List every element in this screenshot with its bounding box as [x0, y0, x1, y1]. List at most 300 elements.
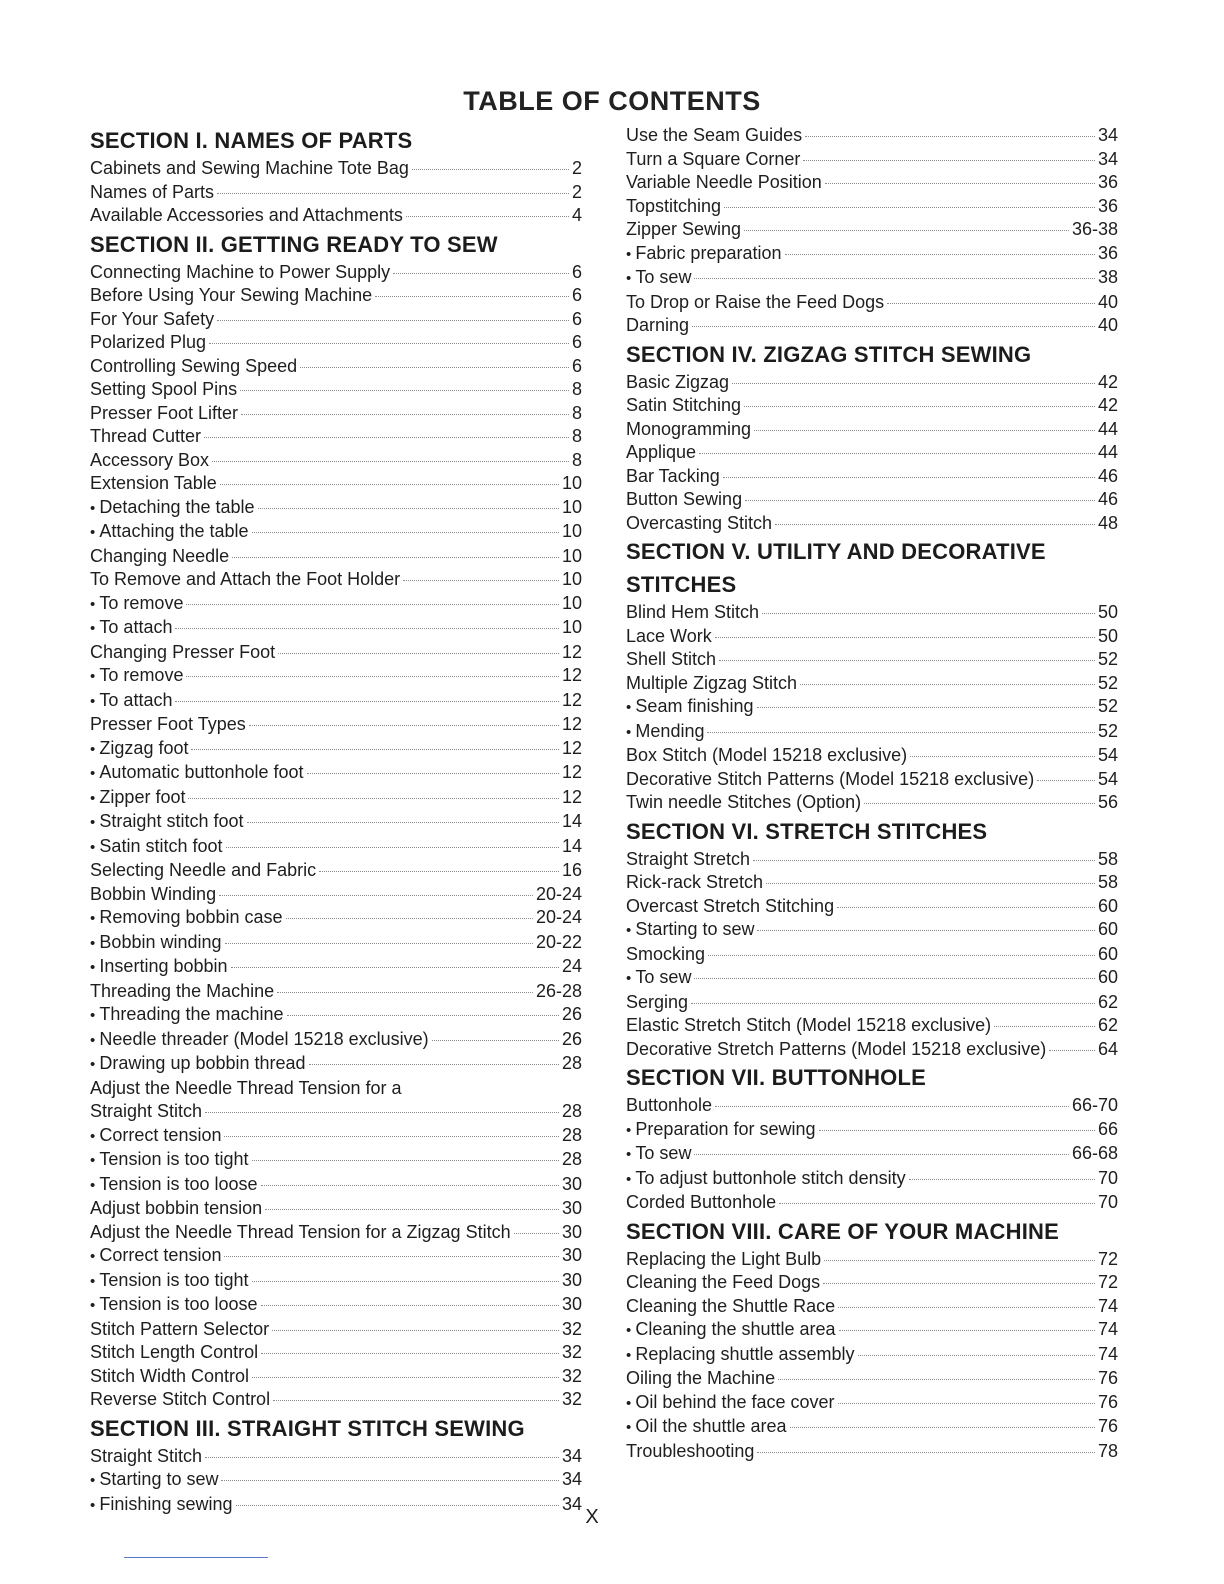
toc-subentry[interactable] [90, 786, 582, 811]
entry-label: Box Stitch (Model 15218 exclusive) [626, 745, 908, 765]
dot-leader [691, 1003, 1095, 1004]
toc-entry[interactable] [90, 402, 582, 426]
dot-leader [231, 967, 559, 968]
dot-leader [785, 254, 1095, 255]
entry-page-number: 34 [1097, 148, 1118, 169]
entry-page-number: 62 [1097, 1015, 1118, 1035]
entry-label: Changing Presser Foot [90, 641, 276, 662]
entry-label: Topstitching [626, 195, 722, 216]
entry-page-number: 12 [561, 714, 582, 734]
entry-page-number: 32 [561, 1342, 582, 1362]
entry-page-number: 12 [561, 689, 582, 710]
section-heading: SECTION III. STRAIGHT STITCH SEWING [90, 1415, 525, 1441]
entry-label: Darning [626, 315, 690, 335]
entry-page-number: 30 [561, 1294, 582, 1314]
toc-entry[interactable] [626, 418, 1118, 442]
entry-label: For Your Safety [90, 308, 215, 329]
toc-subentry[interactable] [626, 1142, 1118, 1167]
entry-page-number: 6 [571, 261, 582, 282]
dot-leader [393, 273, 569, 274]
toc-entry[interactable] [90, 1077, 582, 1101]
dot-leader [406, 216, 569, 217]
toc-entry[interactable] [90, 472, 582, 496]
dot-leader [757, 707, 1095, 708]
toc-subentry[interactable] [90, 835, 582, 860]
toc-entry[interactable] [626, 625, 1118, 649]
dot-leader [432, 1040, 559, 1041]
toc-entry[interactable] [626, 1271, 1118, 1295]
entry-label: Straight Stitch [90, 1101, 203, 1121]
toc-entry[interactable] [626, 672, 1118, 696]
dot-leader [994, 1026, 1095, 1027]
entry-page-number: 42 [1097, 395, 1118, 415]
toc-entry[interactable] [626, 1191, 1118, 1215]
toc-subentry[interactable] [90, 1003, 582, 1028]
dot-leader [887, 303, 1095, 304]
toc-subentry[interactable] [90, 1293, 582, 1318]
entry-label: • Correct tension [90, 1244, 221, 1269]
entry-label: • Finishing sewing [90, 1493, 233, 1518]
toc-entry[interactable] [626, 943, 1118, 967]
entry-label: Decorative Stretch Patterns (Model 15218 exclusive) [626, 1038, 1047, 1059]
toc-entry[interactable] [626, 148, 1118, 172]
toc-entry[interactable] [626, 291, 1118, 315]
dot-leader [319, 871, 559, 872]
entry-page-number: 66 [1097, 1118, 1118, 1139]
entry-label: Accessory Box [90, 449, 210, 470]
toc-entry[interactable] [626, 768, 1118, 792]
toc-entry[interactable] [626, 1295, 1118, 1319]
toc-entry[interactable] [626, 1094, 1118, 1118]
section-heading: SECTION I. NAMES OF PARTS [90, 128, 413, 153]
entry-page-number: 52 [1097, 720, 1118, 741]
dot-leader [225, 943, 533, 944]
dot-leader [412, 169, 569, 170]
dot-leader [744, 230, 1069, 231]
entry-label: Button Sewing [626, 489, 743, 509]
dot-leader [175, 701, 559, 702]
toc-subentry[interactable] [626, 1343, 1118, 1368]
dot-leader [261, 1185, 559, 1186]
dot-leader [205, 1457, 559, 1458]
dot-leader [708, 955, 1095, 956]
entry-page-number: 28 [561, 1101, 582, 1121]
entry-label: • To adjust buttonhole stitch density [626, 1167, 906, 1192]
entry-page-number: 60 [1097, 895, 1118, 916]
entry-page-number: 10 [561, 521, 582, 541]
entry-page-number: 60 [1097, 919, 1118, 939]
toc-subentry[interactable] [90, 1244, 582, 1269]
toc-subentry[interactable] [626, 1167, 1118, 1192]
dot-leader [692, 326, 1095, 327]
entry-label: Stitch Length Control [90, 1342, 259, 1362]
toc-entry[interactable] [90, 425, 582, 449]
toc-entry[interactable] [90, 1197, 582, 1221]
dot-leader [779, 1203, 1095, 1204]
toc-subentry[interactable] [90, 1269, 582, 1294]
entry-page-number: 34 [1097, 125, 1118, 145]
toc-subentry[interactable] [626, 966, 1118, 991]
entry-label: Setting Spool Pins [90, 379, 238, 399]
entry-label: • To attach [90, 689, 172, 714]
toc-subentry[interactable] [90, 906, 582, 931]
entry-label: • Inserting bobbin [90, 955, 228, 980]
entry-page-number: 10 [561, 569, 582, 589]
dot-leader [724, 207, 1095, 208]
entry-page-number: 74 [1097, 1343, 1118, 1364]
dot-leader [220, 484, 559, 485]
entry-label: Rick-rack Stretch [626, 872, 764, 892]
entry-page-number: 20-24 [535, 907, 582, 927]
toc-entry[interactable] [90, 713, 582, 737]
entry-page-number: 8 [571, 379, 582, 399]
toc-subentry[interactable] [90, 616, 582, 641]
toc-entry[interactable] [626, 791, 1118, 815]
dot-leader [838, 1403, 1095, 1404]
entry-label: Selecting Needle and Fabric [90, 860, 317, 880]
entry-page-number: 32 [561, 1318, 582, 1339]
entry-page-number: 12 [561, 737, 582, 758]
toc-subentry[interactable] [90, 1173, 582, 1198]
toc-entry[interactable] [626, 601, 1118, 625]
toc-subentry[interactable] [90, 810, 582, 835]
entry-label: • Oil the shuttle area [626, 1415, 787, 1440]
toc-subentry[interactable] [90, 1148, 582, 1173]
dot-leader [265, 1209, 559, 1210]
entry-page-number: 28 [561, 1149, 582, 1169]
entry-label: Adjust the Needle Thread Tension for a [90, 1077, 402, 1098]
toc-entry[interactable] [90, 378, 582, 402]
dot-leader [261, 1353, 559, 1354]
dot-leader [241, 414, 569, 415]
dot-leader [186, 676, 559, 677]
toc-entry[interactable] [626, 371, 1118, 395]
dot-leader [224, 1256, 558, 1257]
toc-entry[interactable] [90, 980, 582, 1004]
toc-entry[interactable] [626, 195, 1118, 219]
entry-label: • Fabric preparation [626, 242, 782, 267]
entry-page-number: 36 [1097, 172, 1118, 192]
dot-leader [252, 1281, 559, 1282]
entry-page-number: 12 [561, 786, 582, 807]
entry-page-number: 76 [1097, 1368, 1118, 1388]
entry-label: • Tension is too tight [90, 1148, 249, 1173]
toc-subentry[interactable] [626, 1118, 1118, 1143]
toc-subentry[interactable] [90, 1028, 582, 1053]
dot-leader [909, 1179, 1095, 1180]
entry-page-number: 2 [571, 158, 582, 178]
entry-page-number: 60 [1097, 967, 1118, 987]
dot-leader [775, 524, 1095, 525]
toc-entry[interactable] [90, 355, 582, 379]
toc-subentry[interactable] [90, 737, 582, 762]
entry-page-number: 20-24 [535, 883, 582, 904]
entry-page-number: 44 [1097, 442, 1118, 462]
toc-subentry[interactable] [90, 761, 582, 786]
entry-page-number: 52 [1097, 672, 1118, 693]
entry-label: Straight Stitch [90, 1445, 203, 1466]
entry-label: • Preparation for sewing [626, 1118, 816, 1143]
dot-leader [910, 756, 1095, 757]
toc-entry[interactable] [90, 568, 582, 592]
dot-leader [307, 773, 559, 774]
entry-page-number: 28 [561, 1124, 582, 1145]
entry-label: • Replacing shuttle assembly [626, 1343, 855, 1368]
entry-page-number: 66-70 [1071, 1095, 1118, 1115]
dot-leader [745, 500, 1095, 501]
dot-leader [272, 1330, 559, 1331]
section-heading: SECTION V. UTILITY AND DECORATIVE [626, 539, 1046, 564]
toc-entry[interactable] [90, 1445, 582, 1469]
toc-subentry[interactable] [90, 592, 582, 617]
dot-leader [1049, 1050, 1095, 1051]
entry-label: Thread Cutter [90, 426, 202, 446]
entry-label: Serging [626, 991, 689, 1012]
entry-label: • Tension is too loose [90, 1173, 258, 1198]
toc-entry[interactable] [626, 314, 1118, 338]
entry-label: • Starting to sew [626, 918, 754, 943]
dot-leader [300, 367, 569, 368]
dot-leader [754, 430, 1095, 431]
toc-subentry[interactable] [626, 720, 1118, 745]
entry-label: Available Accessories and Attachments [90, 205, 403, 225]
page-title: TABLE OF CONTENTS [463, 86, 761, 116]
toc-entry[interactable] [626, 991, 1118, 1015]
entry-label: Threading the Machine [90, 980, 275, 1001]
entry-label: Blind Hem Stitch [626, 602, 760, 622]
toc-entry[interactable] [626, 744, 1118, 768]
entry-page-number: 58 [1097, 848, 1118, 869]
dot-leader [732, 383, 1095, 384]
toc-subentry[interactable] [626, 1415, 1118, 1440]
entry-page-number: 8 [571, 449, 582, 470]
entry-page-number: 12 [561, 641, 582, 662]
entry-label: Bobbin Winding [90, 883, 217, 904]
entry-page-number: 76 [1097, 1391, 1118, 1412]
dot-leader [226, 847, 559, 848]
dot-leader [258, 508, 559, 509]
dot-leader [819, 1130, 1095, 1131]
toc-subentry[interactable] [90, 931, 582, 956]
toc-entry[interactable] [90, 859, 582, 883]
toc-entry[interactable] [90, 284, 582, 308]
entry-label: Stitch Width Control [90, 1365, 250, 1386]
entry-page-number: 38 [1097, 267, 1118, 287]
entry-label: • Cleaning the shuttle area [626, 1318, 836, 1343]
toc-entry[interactable] [90, 331, 582, 355]
toc-entry[interactable] [626, 1367, 1118, 1391]
entry-page-number: 30 [561, 1245, 582, 1265]
entry-label: Buttonhole [626, 1095, 713, 1115]
toc-entry[interactable] [90, 1318, 582, 1342]
entry-page-number: 30 [561, 1198, 582, 1218]
toc-subentry[interactable] [90, 955, 582, 980]
section-heading: SECTION IV. ZIGZAG STITCH SEWING [626, 341, 1032, 367]
entry-label: Corded Buttonhole [626, 1192, 777, 1212]
entry-page-number: 46 [1097, 465, 1118, 486]
toc-entry[interactable] [626, 871, 1118, 895]
toc-subentry[interactable] [90, 496, 582, 521]
entry-label: • Straight stitch foot [90, 810, 244, 835]
toc-entry[interactable] [90, 157, 582, 181]
entry-page-number: 46 [1097, 489, 1118, 509]
dot-leader [839, 1330, 1095, 1331]
entry-page-number: 78 [1097, 1440, 1118, 1461]
entry-label: Monogramming [626, 418, 752, 439]
entry-label: Connecting Machine to Power Supply [90, 261, 391, 282]
toc-entry[interactable] [626, 1014, 1118, 1038]
section-heading: SECTION VII. BUTTONHOLE [626, 1065, 926, 1090]
toc-subentry[interactable] [90, 1052, 582, 1077]
entry-page-number: 32 [561, 1365, 582, 1386]
dot-leader [803, 160, 1095, 161]
entry-page-number: 12 [561, 665, 582, 685]
dot-leader [715, 637, 1095, 638]
toc-subentry[interactable] [90, 520, 582, 545]
dot-leader [217, 320, 569, 321]
entry-label: Lace Work [626, 625, 712, 646]
dot-leader [805, 136, 1095, 137]
toc-entry[interactable] [90, 261, 582, 285]
toc-entry[interactable] [90, 1100, 582, 1124]
toc-entry[interactable] [626, 171, 1118, 195]
entry-label: • Bobbin winding [90, 931, 222, 956]
dot-leader [800, 684, 1095, 685]
toc-subentry[interactable] [90, 1124, 582, 1149]
entry-label: • Correct tension [90, 1124, 221, 1149]
entry-label: • Drawing up bobbin thread [90, 1052, 306, 1077]
dot-leader [224, 1136, 558, 1137]
toc-subentry[interactable] [90, 689, 582, 714]
entry-label: • To remove [90, 664, 183, 689]
toc-entry[interactable] [90, 1365, 582, 1389]
dot-leader [205, 1112, 559, 1113]
dot-leader [278, 653, 559, 654]
entry-label: Troubleshooting [626, 1440, 755, 1461]
section-heading: SECTION II. GETTING READY TO SEW [90, 231, 498, 257]
toc-entry[interactable] [90, 641, 582, 665]
entry-label: Changing Needle [90, 545, 230, 566]
entry-label: Cleaning the Shuttle Race [626, 1295, 836, 1316]
toc-entry[interactable] [626, 512, 1118, 536]
toc-subentry[interactable] [626, 242, 1118, 267]
toc-entry[interactable] [90, 1388, 582, 1412]
entry-page-number: 10 [561, 496, 582, 517]
dot-leader [699, 453, 1095, 454]
entry-label: Shell Stitch [626, 649, 717, 669]
toc-entry[interactable] [626, 648, 1118, 672]
toc-column-left [90, 124, 582, 1517]
entry-label: To Remove and Attach the Foot Holder [90, 569, 401, 589]
toc-entry[interactable] [90, 1221, 582, 1245]
toc-entry[interactable] [626, 895, 1118, 919]
dot-leader [707, 732, 1095, 733]
dot-leader [757, 1452, 1095, 1453]
toc-entry[interactable] [626, 488, 1118, 512]
toc-entry[interactable] [90, 545, 582, 569]
dot-leader [277, 992, 533, 993]
entry-label: • Mending [626, 720, 704, 745]
toc-entry[interactable] [90, 883, 582, 907]
toc-entry[interactable] [626, 465, 1118, 489]
entry-page-number: 16 [561, 860, 582, 880]
entry-page-number: 50 [1097, 625, 1118, 646]
dot-leader [719, 660, 1095, 661]
entry-page-number: 26 [561, 1004, 582, 1024]
entry-label: Cabinets and Sewing Machine Tote Bag [90, 158, 409, 178]
dot-leader [375, 296, 569, 297]
dot-leader [837, 907, 1095, 908]
dot-leader [744, 406, 1095, 407]
toc-entry[interactable] [90, 204, 582, 228]
toc-entry[interactable] [626, 1440, 1118, 1464]
entry-page-number: 50 [1097, 602, 1118, 622]
entry-label: • To attach [90, 616, 172, 641]
toc-subentry[interactable] [626, 695, 1118, 720]
toc-entry[interactable] [626, 1248, 1118, 1272]
dot-leader [249, 725, 559, 726]
entry-page-number: 54 [1097, 745, 1118, 765]
toc-entry[interactable] [90, 181, 582, 205]
entry-label: Replacing the Light Bulb [626, 1248, 822, 1269]
entry-label: • Attaching the table [90, 520, 249, 545]
toc-entry[interactable] [626, 124, 1118, 148]
entry-label: • Needle threader (Model 15218 exclusive) [90, 1028, 429, 1053]
entry-label: • Satin stitch foot [90, 835, 223, 860]
dot-leader [204, 437, 569, 438]
entry-label: Multiple Zigzag Stitch [626, 672, 798, 693]
page-number: X [585, 1506, 599, 1528]
toc-subentry[interactable] [626, 918, 1118, 943]
toc-subentry[interactable] [90, 1468, 582, 1493]
toc-entry[interactable] [90, 308, 582, 332]
toc-entry[interactable] [626, 218, 1118, 242]
dot-leader [723, 477, 1095, 478]
entry-label: Bar Tacking [626, 465, 720, 486]
entry-page-number: 70 [1097, 1192, 1118, 1212]
toc-entry[interactable] [626, 848, 1118, 872]
toc-entry[interactable] [626, 441, 1118, 465]
dot-leader [757, 930, 1094, 931]
dot-leader [694, 278, 1095, 279]
toc-entry[interactable] [90, 449, 582, 473]
entry-page-number: 56 [1097, 792, 1118, 812]
entry-label: Reverse Stitch Control [90, 1389, 271, 1409]
entry-page-number: 62 [1097, 991, 1118, 1012]
section-heading: SECTION VIII. CARE OF YOUR MACHINE [626, 1218, 1059, 1244]
entry-page-number: 14 [561, 811, 582, 831]
dot-leader [778, 1379, 1095, 1380]
entry-label: • Zigzag foot [90, 737, 188, 762]
toc-subentry[interactable] [90, 664, 582, 689]
toc-entry[interactable] [626, 1038, 1118, 1062]
entry-label: Before Using Your Sewing Machine [90, 285, 373, 305]
entry-label: • To remove [90, 592, 183, 617]
entry-page-number: 40 [1097, 291, 1118, 312]
entry-label: Basic Zigzag [626, 371, 730, 392]
toc-subentry[interactable] [626, 266, 1118, 291]
entry-label: Polarized Plug [90, 332, 207, 352]
section-heading: SECTION VI. STRETCH STITCHES [626, 818, 988, 844]
dot-leader [858, 1355, 1095, 1356]
dot-leader [232, 557, 559, 558]
entry-page-number: 42 [1097, 371, 1118, 392]
toc-subentry[interactable] [626, 1391, 1118, 1416]
toc-subentry[interactable] [626, 1318, 1118, 1343]
dot-leader [252, 1377, 559, 1378]
toc-entry[interactable] [90, 1341, 582, 1365]
toc-entry[interactable] [626, 394, 1118, 418]
